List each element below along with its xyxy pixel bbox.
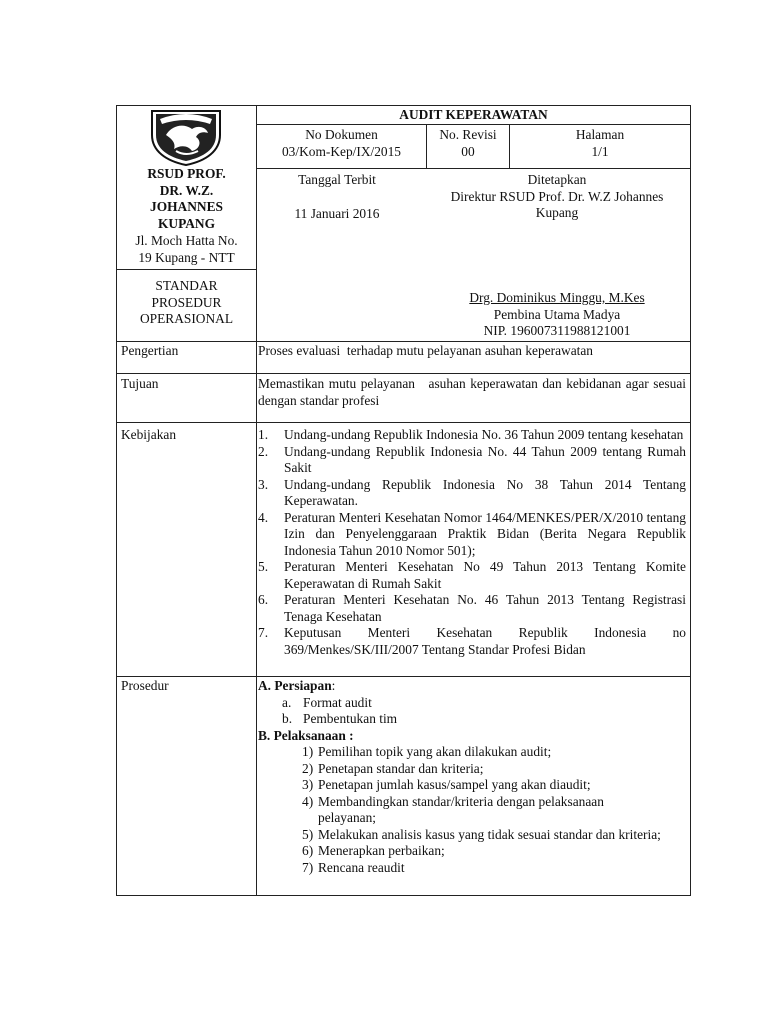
approval-cell <box>420 172 694 222</box>
list-item: b. Pembentukan tim <box>282 711 398 726</box>
emblem-icon <box>146 105 226 167</box>
list-item: 3) Penetapan jumlah kasus/sampel yang akan diaudit; <box>302 777 591 792</box>
tujuan-label: Tujuan <box>121 376 159 391</box>
document-title: AUDIT KEPERAWATAN <box>399 107 548 122</box>
list-item: 4. Peraturan Menteri Kesehatan Nomor 1464/MENKES/PER/X/2010 tentang Izin dan Penyelenggaraan Praktik Bidan (Berita Negara Republik Indonesia Tahun 2010 Nomor 501); <box>258 509 686 558</box>
institution-name: RSUD PROF. DR. W.Z. JOHANNES KUPANG <box>147 166 226 231</box>
list-item: 2. Undang-undang Republik Indonesia No. 44 Tahun 2009 tentang Rumah Sakit <box>258 443 686 475</box>
prosedur-label: Prosedur <box>121 678 169 693</box>
signatory-name: Drg. Dominikus Minggu, M.Kes <box>469 290 645 305</box>
page-label: Halaman <box>575 127 625 142</box>
kebijakan-list <box>256 427 686 658</box>
sop-label: STANDAR PROSEDUR OPERASIONAL <box>140 278 233 326</box>
approved-label: Ditetapkan <box>527 172 587 187</box>
doc-number-value: 03/Kom-Kep/IX/2015 <box>281 143 401 159</box>
list-item: 5) Melakukan analisis kasus yang tidak sesuai standar dan kriteria; <box>302 826 661 842</box>
doc-number-label: No Dokumen <box>305 127 378 142</box>
section-a-heading: A. Persiapan: <box>258 678 336 693</box>
section-b-heading: B. Pelaksanaan : <box>258 727 354 743</box>
signatory-block <box>420 290 694 340</box>
page-value: 1/1 <box>591 143 609 159</box>
approved-by-line-1: Direktur RSUD Prof. Dr. W.Z Johannes <box>450 188 664 204</box>
list-item: 4) Membandingkan standar/kriteria dengan pelaksanaan pelayanan; <box>302 793 604 825</box>
list-item: 3. Undang-undang Republik Indonesia No 38 Tahun 2014 Tentang Keperawatan. <box>258 476 686 508</box>
list-item: 2) Penetapan standar dan kriteria; <box>302 760 484 776</box>
prosedur-content <box>258 678 686 876</box>
list-item: 7) Rencana reaudit <box>302 859 405 875</box>
list-item: 6) Menerapkan perbaikan; <box>302 843 445 858</box>
signatory-rank: Pembina Utama Madya <box>493 306 621 322</box>
approved-by-line-2: Kupang <box>535 205 579 220</box>
list-item: 1) Pemilihan topik yang akan dilakukan audit; <box>302 744 552 759</box>
list-item: 6. Peraturan Menteri Kesehatan No. 46 Tahun 2013 Tentang Registrasi Tenaga Kesehatan <box>258 592 686 624</box>
institution-address: Jl. Moch Hatta No. 19 Kupang - NTT <box>135 233 238 265</box>
list-item: 7. Keputusan Menteri Kesehatan Republik Indonesia no 369/Menkes/SK/III/2007 Tentang Standar Profesi Bidan <box>258 625 686 657</box>
doc-number-cell <box>257 127 426 160</box>
tujuan-text: Memastikan mutu pelayanan asuhan keperawatan dan kebidanan agar sesuai dengan standar profesi <box>258 376 690 408</box>
kebijakan-label: Kebijakan <box>121 427 177 442</box>
revision-cell <box>427 127 509 160</box>
issue-date-value: 11 Januari 2016 <box>294 205 380 221</box>
list-item: 1. Undang-undang Republik Indonesia No. 36 Tahun 2009 tentang kesehatan <box>258 427 684 442</box>
issue-date-cell <box>257 172 417 222</box>
revision-label: No. Revisi <box>439 127 497 142</box>
pengertian-label: Pengertian <box>121 343 179 358</box>
hospital-logo <box>146 105 226 167</box>
page-cell <box>510 127 690 160</box>
signatory-nip: NIP. 196007311988121001 <box>483 323 631 338</box>
list-item: 5. Peraturan Menteri Kesehatan No 49 Tahun 2013 Tentang Komite Keperawatan di Rumah Sakit <box>258 559 686 591</box>
pengertian-text: Proses evaluasi terhadap mutu pelayanan asuhan keperawatan <box>258 343 594 358</box>
list-item: a. Format audit <box>282 694 372 710</box>
issue-date-label: Tanggal Terbit <box>298 172 376 187</box>
revision-value: 00 <box>461 143 475 159</box>
